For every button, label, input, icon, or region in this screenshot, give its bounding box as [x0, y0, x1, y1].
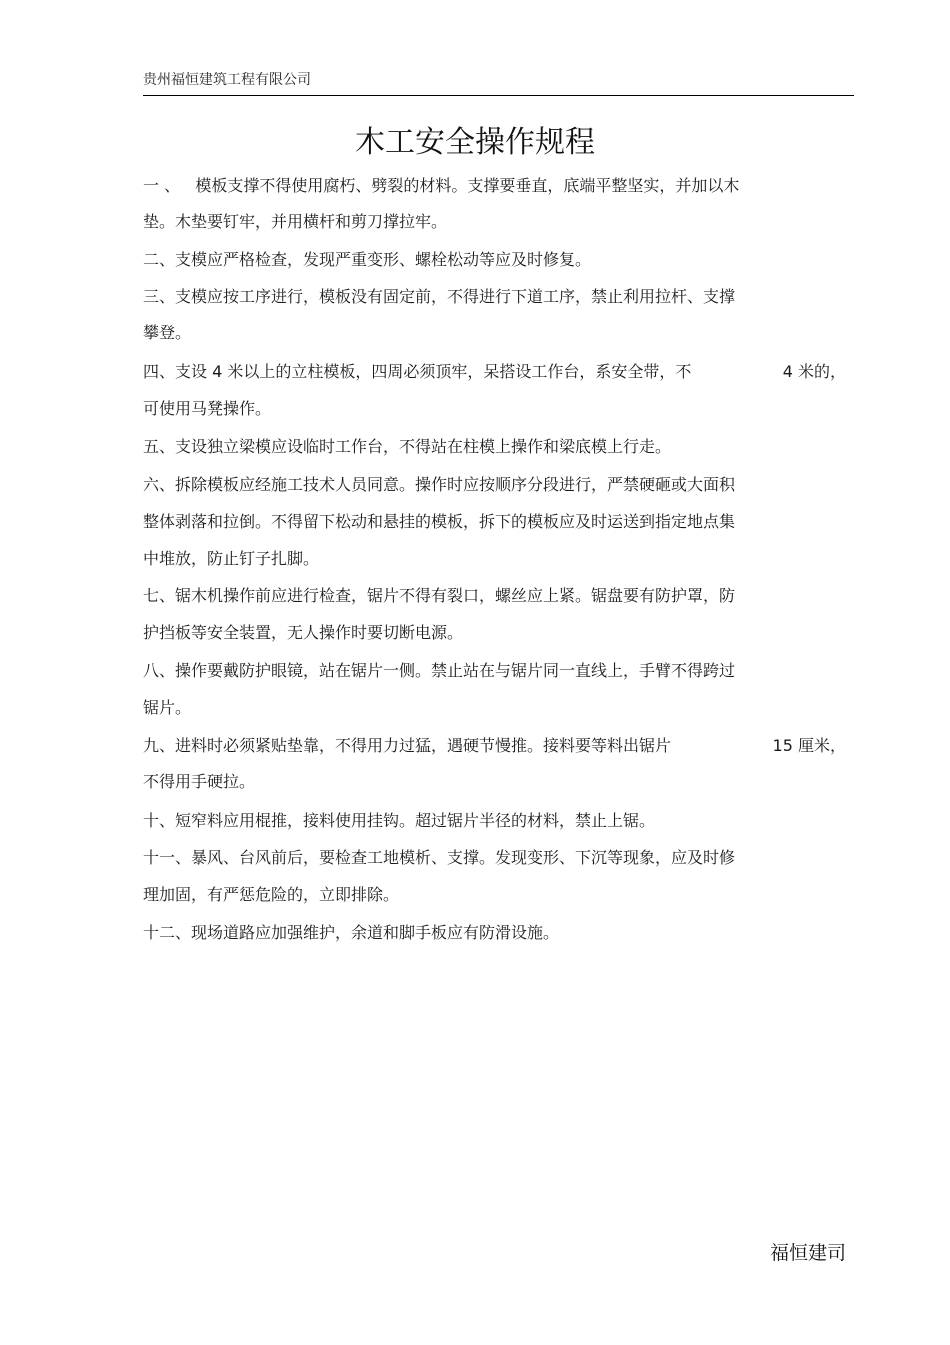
document-line	[143, 474, 854, 496]
document-line	[143, 322, 854, 344]
document-line	[143, 735, 854, 757]
header-divider	[143, 95, 854, 96]
line-text: 九、进料时必须紧贴垫靠，不得用力过猛，遇硬节慢推。接料要等料出锯片	[143, 736, 672, 755]
line-text: 七、锯木机操作前应进行检查，锯片不得有裂口，螺丝应上紧。锯盘要有防护罩，防	[143, 586, 736, 605]
document-line	[143, 622, 854, 644]
document-line	[143, 211, 854, 233]
document-line	[143, 660, 854, 682]
document-line	[143, 847, 854, 869]
line-text: 三、支模应按工序进行，模板没有固定前，不得进行下道工序，禁止利用拉杆、支撑	[143, 287, 736, 306]
line-text: 垫。木垫要钉牢，并用横杆和剪刀撑拉牢。	[143, 212, 448, 231]
line-text: 八、操作要戴防护眼镜，站在锯片一侧。禁止站在与锯片同一直线上，手臂不得跨过	[143, 661, 736, 680]
line-text: 攀登。	[143, 323, 192, 342]
line-text: 整体剥落和拉倒。不得留下松动和悬挂的模板，拆下的模板应及时运送到指定地点集	[143, 512, 736, 531]
document-line	[143, 548, 854, 570]
document-line	[143, 175, 854, 197]
line-text: 十二、现场道路应加强维护，余道和脚手板应有防滑设施。	[143, 923, 560, 942]
line-text: 二、支模应严格检查，发现严重变形、螺栓松动等应及时修复。	[143, 250, 592, 269]
document-line	[143, 771, 854, 793]
document-line	[143, 810, 854, 832]
document-line	[143, 697, 854, 719]
line-text: 五、支设独立梁模应设临时工作台，不得站在柱模上操作和梁底模上行走。	[143, 437, 672, 456]
signature: 福恒建司	[769, 1242, 846, 1264]
document-line	[143, 436, 854, 458]
document-line	[143, 398, 854, 420]
line-text: 不得用手硬拉。	[143, 772, 256, 791]
line-text: 四、支设 4 米以上的立柱模板，四周必须顶牢，呆搭设工作台，系安全带，不	[143, 362, 692, 381]
line-text-right: 15 厘米，	[772, 736, 846, 755]
line-text: 中堆放，防止钉子扎脚。	[143, 549, 320, 568]
line-text-right: 4 米的，	[782, 362, 846, 381]
line-text: 六、拆除模板应经施工技术人员同意。操作时应按顺序分段进行，严禁硬砸或大面积	[143, 475, 736, 494]
page-title: 木工安全操作规程	[355, 125, 595, 160]
line-text: 十、短窄料应用棍推，接料使用挂钩。超过锯片半径的材料，禁止上锯。	[143, 811, 656, 830]
line-text: 理加固，有严惩危险的，立即排除。	[143, 885, 400, 904]
line-text: 可使用马凳操作。	[143, 399, 272, 418]
line-text: 十一、暴风、台风前后，要检查工地模析、支撑。发现变形、下沉等现象，应及时修	[143, 848, 736, 867]
document-line	[143, 286, 854, 308]
line-text: 锯片。	[143, 698, 192, 717]
document-line	[143, 361, 854, 383]
document-line	[143, 249, 854, 271]
document-line	[143, 585, 854, 607]
document-line	[143, 884, 854, 906]
document-line	[143, 922, 854, 944]
document-line	[143, 511, 854, 533]
line-text: 一 、 模板支撑不得使用腐朽、劈裂的材料。支撑要垂直，底端平整坚实，并加以木	[143, 176, 740, 195]
line-text: 护挡板等安全装置，无人操作时要切断电源。	[143, 623, 464, 642]
page-header-company: 贵州福恒建筑工程有限公司	[143, 72, 311, 88]
